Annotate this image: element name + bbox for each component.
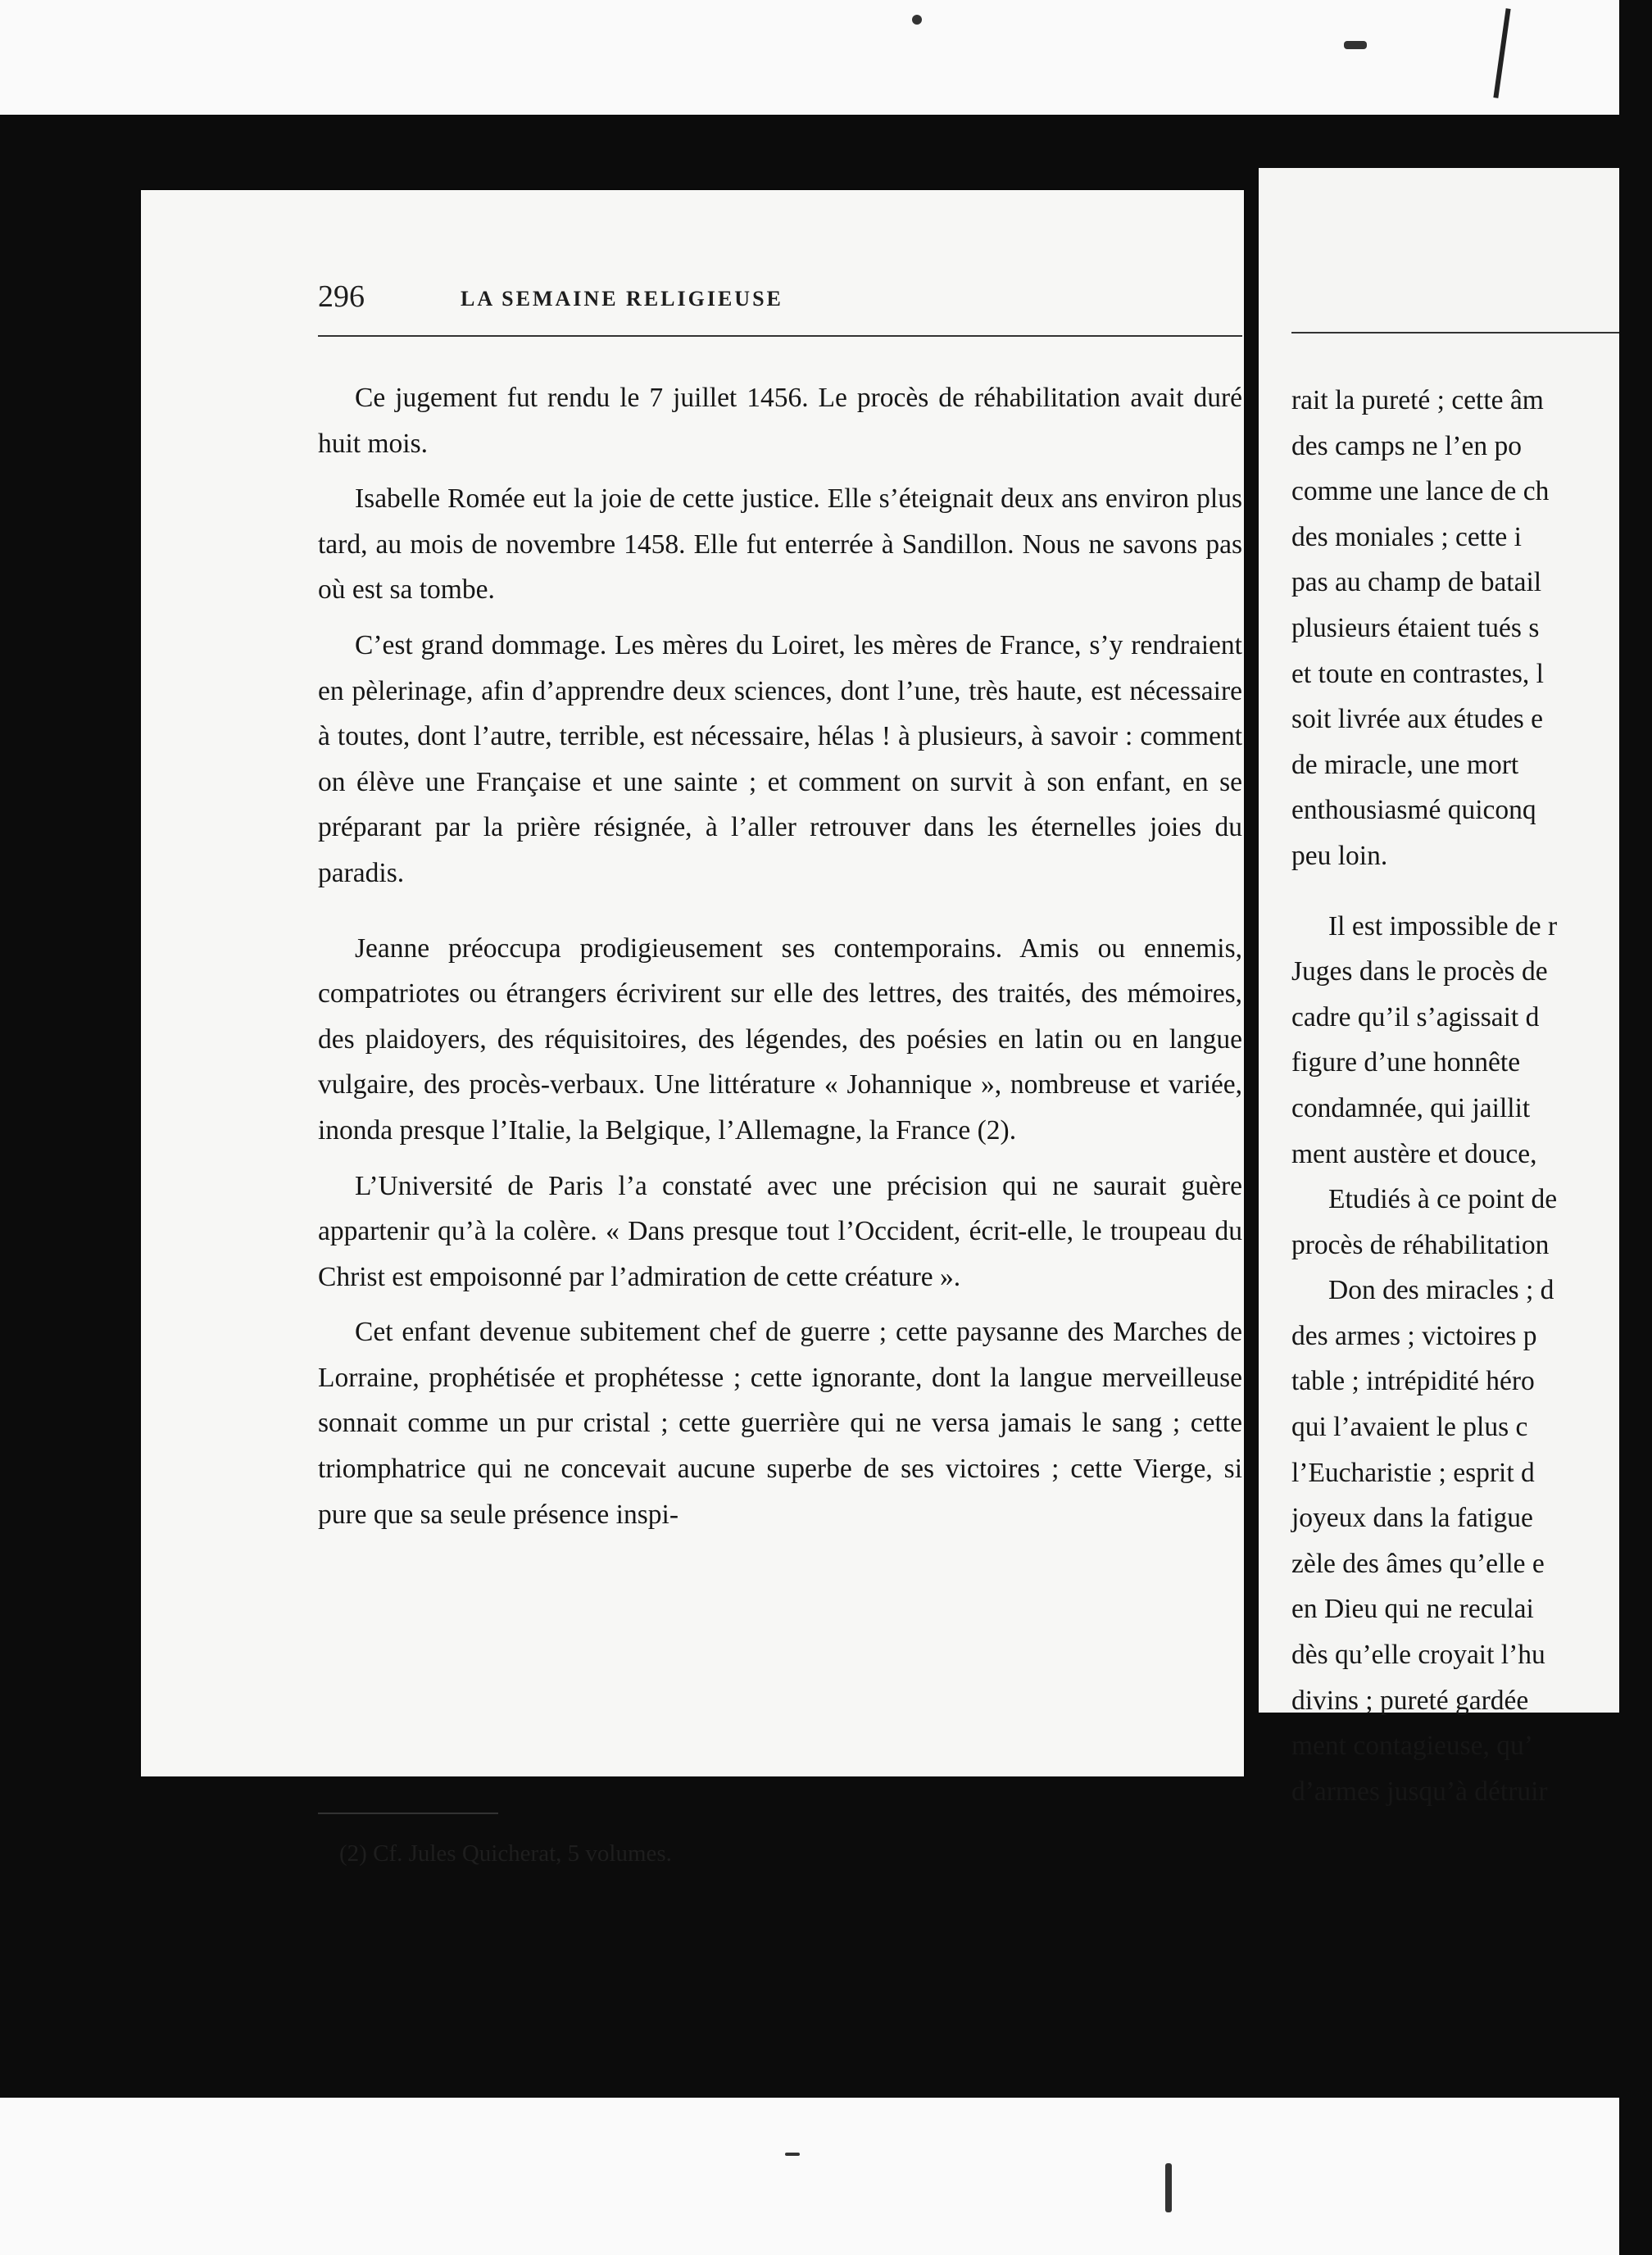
text-line: cadre qu’il s’agissait d [1291,1001,1540,1032]
scan-speck [785,2153,800,2156]
paragraph: Ce jugement fut rendu le 7 juillet 1456. Le procès de réhabilitation avait duré huit mois. [318,383,1242,459]
text-line: Juges dans le procès de [1291,956,1548,987]
text-line: d’armes jusqu’à détruir [1291,1776,1548,1807]
text-line: rait la pureté ; cette âm [1291,385,1544,415]
text-line: soit livrée aux études e [1291,704,1543,735]
text-line: procès de réhabilitation [1291,1229,1550,1260]
text-line: comme une lance de ch [1291,476,1550,507]
text-line: des moniales ; cette i [1291,521,1522,552]
text-line: en Dieu qui ne reculai [1291,1594,1534,1625]
text-line: ment austère et douce, [1291,1138,1537,1169]
text-line: et toute en contrastes, l [1291,658,1544,689]
text-line: enthousiasmé quiconq [1291,795,1536,826]
body-text [318,375,1242,1537]
text-line: dès qu’elle croyait l’hu [1291,1640,1545,1671]
scan-speck [1165,2163,1172,2212]
text-line: joyeux dans la fatigue [1291,1503,1533,1534]
text-line: peu loin. [1291,840,1388,871]
header-rule [1291,332,1619,333]
paragraph: Jeanne préoccupa prodigieusement ses contemporains. Amis ou ennemis, compatriotes ou étrangers écrivirent sur elle des lettres, des traités, des mémoires, des plaidoyers, des réquisitoires, des légendes, des poésies en latin ou en langue vulgaire, des procès-verbaux. Une littérature « Johannique », nombreuse et variée, inonda presque l’Italie, la Belgique, l’Allemagne, la France (2). [318,932,1242,1146]
scan-speck [1344,41,1367,49]
header-rule [318,335,1242,337]
running-head: LA SEMAINE RELIGIEUSE [461,287,783,311]
scan-speck [912,15,922,25]
footnote: (2) Cf. Jules Quicherat, 5 volumes. [339,1840,672,1867]
scan-margin-bottom [0,2098,1619,2255]
text-line: de miracle, une mort [1291,749,1519,780]
footnote-rule [318,1813,498,1814]
text-line: ment contagieuse, qu’ [1291,1731,1533,1762]
left-page [141,190,1244,1867]
text-line: des armes ; victoires p [1291,1320,1537,1351]
paragraph: C’est grand dommage. Les mères du Loiret, les mères de France, s’y rendraient en pèlerinage, afin d’apprendre deux sciences, dont l’une, très haute, est nécessaire à toutes, dont l’autre, terrible, est nécessaire, hélas ! à plusieurs, à savoir : comment on élève une Française et une sainte ; et comment on survit à son enfant, en se préparant par la prière résignée, à l’aller retrouver dans les éternelles joies du paradis. [318,629,1242,888]
text-line: Etudiés à ce point de [1328,1184,1558,1215]
text-line: Don des miracles ; d [1328,1275,1554,1306]
text-line: plusieurs étaient tués s [1291,612,1540,643]
text-line: figure d’une honnête [1291,1047,1521,1078]
text-line: Il est impossible de r [1328,910,1558,941]
page-number: 296 [318,279,365,314]
text-line: divins ; pureté gardée [1291,1685,1529,1716]
text-line: l’Eucharistie ; esprit d [1291,1457,1535,1488]
text-line: condamnée, qui jaillit [1291,1092,1531,1123]
scan-margin-top [0,0,1619,115]
text-line: des camps ne l’en po [1291,430,1522,461]
right-page-text [1291,378,1652,1814]
paragraph: Isabelle Romée eut la joie de cette justice. Elle s’éteignait deux ans environ plus tard, au mois de novembre 1458. Elle fut enterrée à Sandillon. Nous ne savons pas où est sa tombe. [318,483,1242,606]
text-line: qui l’avaient le plus c [1291,1412,1528,1443]
right-page [1259,168,1619,1807]
text-line: pas au champ de batail [1291,567,1542,598]
paragraph: L’Université de Paris l’a constaté avec une précision qui ne saurait guère appartenir qu’à la colère. « Dans presque tout l’Occident, écrit-elle, le troupeau du Christ est empoisonné par l’admiration de cette créature ». [318,1170,1242,1292]
paragraph: Cet enfant devenue subitement chef de guerre ; cette paysanne des Marches de Lorraine, prophétisée et prophétesse ; cette ignorante, dont la langue merveilleuse sonnait comme un pur cristal ; cette guerrière qui ne versa jamais le sang ; cette triomphatrice qui ne concevait aucune superbe de ses victoires ; cette Vierge, si pure que sa seule présence inspi- [318,1317,1242,1530]
text-line: table ; intrépidité héro [1291,1366,1535,1397]
text-line: zèle des âmes qu’elle e [1291,1548,1545,1579]
